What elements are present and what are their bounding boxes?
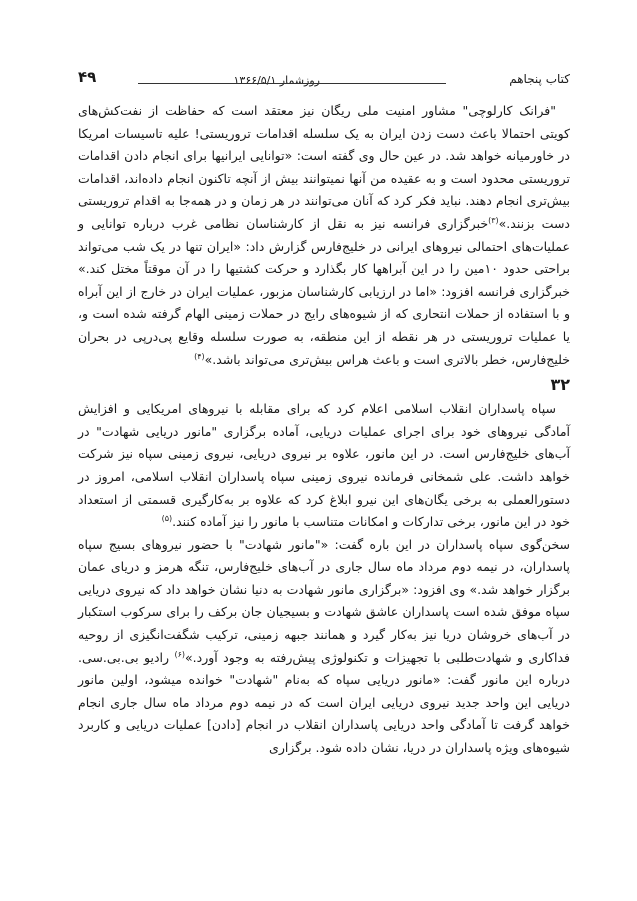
paragraph-text: خبرگزاری فرانسه نیز به نقل از کارشناسان نظامی غرب درباره توانایی و عملیات‌های احتمالی نیروهای ایرانی در خلیج‌فارس گزارش داد: «ایران تنها در یک شب می‌تواند براحتی حدود ۱۰مین را در این آبراهها کار بگذارد و حرکت کشتیها را در آن موقتاً مختل کند.» خبرگزاری فرانسه افزود: «اما در ارزیابی کارشناسان مزبور، عملیات ایران در خارج از این آبراه و با استفاده از حملات انتحاری که از شیوه‌های رایج در حملات زمینی الهام گرفته شده است و، یا عملیات تروریستی در هر نقطه از این منطقه، به صورت سلسله وقایع پی‌درپی در بحران خلیج‌فارس، خطر بالاتری است و باعث هراس بیش‌تری می‌تواند باشد.» [78,215,570,367]
footnote-ref: (۵) [161,513,173,523]
footnote-ref: (۶) [174,649,185,659]
paragraph-text: "فرانک کارلوچی" مشاور امنیت ملی ریگان نیز معتقد است که حفاظت از نفت‌کش‌های کویتی احتمالا باعث دست زدن ایران به یک سلسله اقدامات تروریستی! علیه تاسیسات امریکا در خاورمیانه خواهد شد. در عین حال وی گفته است: «توانایی ایرانیها برای انجام دادن اقدامات تروریستی محدود است و به عقیده من آنها نمیتوانند بیش از آنچه تاکنون انجام داده‌اند، اقدامات بیش‌تری انجام دهند. نباید فکر کرد که آنان می‌توانند در هر زمان و در همه‌جا به اقدام تروریستی دست بزنند.» [78,103,570,231]
paragraph-text: رادیو بی.بی.سی. درباره این مانور گفت: «مانور دریایی سپاه که به‌نام "شهادت" خوانده میشود، اولین مانور دریایی این واحد جدید نیروی دریایی ایران است که در نیمه دوم مرداد ماه سال جاری انجام خواهد گرفت تا آمادگی واحد دریایی پاسداران انقلاب در انجام [دادن] عملیات دریایی و کاربرد شیوه‌های ویژه پاسداران در دریا، نشان داده شود. برگزاری [78,649,570,756]
footnote-ref: (۳) [488,215,499,225]
header-rule [138,83,446,84]
paragraph-spokesman [78,534,570,760]
page-body [78,100,570,760]
paragraph-text: سخن‌گوی سپاه پاسداران در این باره گفت: «"مانور شهادت" با حضور نیروهای بسیج سپاه پاسداران، در نیمه دوم مرداد ماه سال جاری در آب‌های خلیج‌فارس، تنگه هرمز و دریای عمان برگزار خواهد شد.» وی افزود: «برگزاری مانور شهادت به دنیا نشان خواهد داد که نیروی دریایی سپاه موفق شده است پاسداران عاشق شهادت و بسیجیان جان برکف را برای سرکوب استکبار در آب‌های خروشان دریا نیز به‌کار گیرد و همانند جبهه زمینی، ترکیب شگفت‌انگیزی از روحیه فداکاری و شهادت‌طلبی با تجهیزات و تکنولوژی پیش‌رفته به وجود آورد.» [78,536,570,665]
section-number: ۳۲ [550,375,570,395]
page-number: ۴۹ [78,68,97,86]
header-date: روزشمار ۱۳۶۶/۵/۱ [233,74,320,87]
paragraph-text: سپاه پاسداران انقلاب اسلامی اعلام کرد که برای مقابله با نیروهای امریکایی و افزایش آمادگی نیروهای خود برای اجرای عملیات دریایی، آماده برگزاری "مانور دریایی شهادت" در آب‌های خلیج‌فارس است. در این مانور، علاوه بر نیروی دریایی، نیروی زمینی سپاه نیز شرکت خواهد داشت. علی شمخانی فرمانده نیروی زمینی سپاه پاسداران انقلاب اسلامی، امروز در دستورالعملی به برخی یگان‌های این نیرو ابلاغ کرد که علاوه بر به‌کارگیری قسمتی از استعداد خود در این مانور، برخی تدارکات و امکانات متناسب با مانور را نیز آماده کنند. [78,401,570,530]
paragraph-irgc-announcement [78,398,570,534]
footnote-ref: (۴) [194,351,205,361]
page-header [78,66,570,92]
paragraph-carlucci [78,100,570,371]
book-title: کتاب پنجاهم [509,72,570,86]
